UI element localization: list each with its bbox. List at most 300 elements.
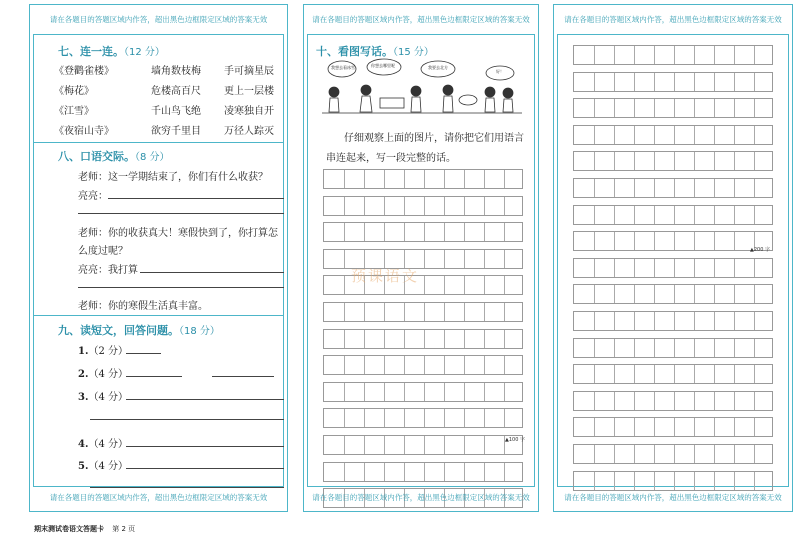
grid-cell[interactable] (594, 418, 595, 436)
grid-cell[interactable] (504, 170, 505, 188)
grid-cell[interactable] (404, 436, 405, 454)
grid-cell[interactable] (404, 197, 405, 215)
grid-cell[interactable] (424, 250, 425, 268)
grid-cell[interactable] (484, 170, 485, 188)
grid-cell[interactable] (614, 73, 615, 91)
grid-cell[interactable] (714, 365, 715, 383)
grid-cell[interactable] (594, 285, 595, 303)
grid-cell[interactable] (734, 152, 735, 170)
grid-cell[interactable] (734, 206, 735, 224)
grid-cell[interactable] (634, 46, 635, 64)
grid-cell[interactable] (614, 285, 615, 303)
grid-cell[interactable] (364, 223, 365, 241)
grid-cell[interactable] (444, 197, 445, 215)
grid-cell[interactable] (714, 418, 715, 436)
grid-cell[interactable] (364, 197, 365, 215)
grid-cell[interactable] (614, 206, 615, 224)
grid-cell[interactable] (504, 330, 505, 348)
grid-cell[interactable] (694, 392, 695, 410)
grid-cell[interactable] (734, 365, 735, 383)
grid-cell[interactable] (344, 197, 345, 215)
answer-line[interactable] (90, 487, 284, 488)
grid-cell[interactable] (594, 179, 595, 197)
grid-cell[interactable] (754, 152, 755, 170)
grid-cell[interactable] (634, 99, 635, 117)
poem-line: 凌寒独自开 (224, 106, 274, 117)
grid-cell[interactable] (464, 223, 465, 241)
answer-line[interactable] (126, 446, 284, 447)
grid-cell[interactable] (634, 206, 635, 224)
grid-cell[interactable] (504, 463, 505, 481)
grid-cell[interactable] (694, 232, 695, 250)
grid-cell[interactable] (484, 197, 485, 215)
grid-cell[interactable] (674, 99, 675, 117)
grid-cell[interactable] (444, 409, 445, 427)
grid-cell[interactable] (674, 418, 675, 436)
grid-row[interactable] (323, 355, 523, 375)
grid-cell[interactable] (614, 472, 615, 490)
grid-cell[interactable] (674, 232, 675, 250)
grid-cell[interactable] (694, 73, 695, 91)
grid-cell[interactable] (634, 152, 635, 170)
grid-cell[interactable] (344, 170, 345, 188)
grid-cell[interactable] (594, 99, 595, 117)
grid-cell[interactable] (504, 409, 505, 427)
grid-cell[interactable] (344, 250, 345, 268)
grid-cell[interactable] (404, 303, 405, 321)
grid-cell[interactable] (404, 463, 405, 481)
answer-line[interactable] (108, 198, 284, 199)
grid-cell[interactable] (754, 365, 755, 383)
grid-cell[interactable] (364, 356, 365, 374)
grid-cell[interactable] (654, 99, 655, 117)
answer-panel-middle (303, 4, 539, 512)
grid-row[interactable] (323, 222, 523, 242)
grid-cell[interactable] (464, 409, 465, 427)
grid-cell[interactable] (484, 330, 485, 348)
grid-cell[interactable] (654, 392, 655, 410)
grid-cell[interactable] (674, 179, 675, 197)
grid-cell[interactable] (754, 206, 755, 224)
grid-cell[interactable] (654, 285, 655, 303)
grid-cell[interactable] (654, 365, 655, 383)
grid-cell[interactable] (714, 472, 715, 490)
grid-cell[interactable] (714, 179, 715, 197)
grid-cell[interactable] (674, 259, 675, 277)
grid-row[interactable] (573, 125, 773, 145)
grid-cell[interactable] (344, 276, 345, 294)
grid-cell[interactable] (444, 223, 445, 241)
poem-title: 《夜宿山寺》 (54, 126, 114, 137)
grid-cell[interactable] (734, 445, 735, 463)
grid-cell[interactable] (364, 330, 365, 348)
grid-cell[interactable] (384, 409, 385, 427)
grid-cell[interactable] (654, 312, 655, 330)
grid-cell[interactable] (714, 99, 715, 117)
grid-cell[interactable] (694, 339, 695, 357)
grid-cell[interactable] (754, 392, 755, 410)
grid-cell[interactable] (654, 445, 655, 463)
grid-cell[interactable] (594, 365, 595, 383)
grid-cell[interactable] (674, 392, 675, 410)
grid-cell[interactable] (694, 126, 695, 144)
grid-cell[interactable] (484, 223, 485, 241)
grid-cell[interactable] (634, 339, 635, 357)
grid-cell[interactable] (734, 312, 735, 330)
grid-row[interactable] (323, 382, 523, 402)
grid-cell[interactable] (364, 303, 365, 321)
grid-row[interactable] (573, 178, 773, 198)
grid-row[interactable] (323, 169, 523, 189)
grid-cell[interactable] (384, 356, 385, 374)
grid-row[interactable] (573, 311, 773, 331)
grid-cell[interactable] (464, 383, 465, 401)
grid-cell[interactable] (384, 303, 385, 321)
grid-cell[interactable] (614, 418, 615, 436)
grid-cell[interactable] (504, 276, 505, 294)
answer-line[interactable] (212, 376, 274, 377)
grid-cell[interactable] (654, 259, 655, 277)
grid-cell[interactable] (504, 223, 505, 241)
grid-cell[interactable] (754, 259, 755, 277)
grid-cell[interactable] (464, 303, 465, 321)
grid-cell[interactable] (594, 392, 595, 410)
grid-cell[interactable] (694, 285, 695, 303)
grid-row[interactable] (573, 45, 773, 65)
grid-cell[interactable] (614, 339, 615, 357)
grid-row[interactable] (573, 98, 773, 118)
grid-cell[interactable] (654, 152, 655, 170)
grid-cell[interactable] (594, 472, 595, 490)
grid-cell[interactable] (654, 418, 655, 436)
grid-cell[interactable] (404, 356, 405, 374)
grid-row[interactable] (323, 196, 523, 216)
grid-cell[interactable] (594, 206, 595, 224)
grid-cell[interactable] (694, 312, 695, 330)
grid-cell[interactable] (754, 46, 755, 64)
grid-cell[interactable] (484, 463, 485, 481)
grid-cell[interactable] (734, 392, 735, 410)
grid-row[interactable] (573, 284, 773, 304)
grid-cell[interactable] (444, 356, 445, 374)
grid-cell[interactable] (654, 179, 655, 197)
grid-cell[interactable] (614, 365, 615, 383)
grid-cell[interactable] (594, 259, 595, 277)
grid-cell[interactable] (634, 232, 635, 250)
grid-cell[interactable] (714, 259, 715, 277)
answer-line[interactable] (140, 272, 284, 273)
grid-cell[interactable] (734, 179, 735, 197)
grid-cell[interactable] (444, 303, 445, 321)
grid-cell[interactable] (464, 436, 465, 454)
grid-cell[interactable] (634, 73, 635, 91)
grid-cell[interactable] (614, 232, 615, 250)
grid-cell[interactable] (674, 339, 675, 357)
grid-cell[interactable] (694, 259, 695, 277)
grid-cell[interactable] (614, 392, 615, 410)
grid-cell[interactable] (654, 232, 655, 250)
grid-cell[interactable] (654, 472, 655, 490)
answer-line[interactable] (126, 468, 284, 469)
grid-cell[interactable] (594, 445, 595, 463)
grid-cell[interactable] (634, 126, 635, 144)
grid-cell[interactable] (424, 197, 425, 215)
grid-cell[interactable] (344, 223, 345, 241)
grid-cell[interactable] (654, 46, 655, 64)
grid-cell[interactable] (694, 472, 695, 490)
grid-cell[interactable] (594, 73, 595, 91)
grid-cell[interactable] (614, 312, 615, 330)
grid-cell[interactable] (404, 223, 405, 241)
grid-cell[interactable] (424, 303, 425, 321)
grid-cell[interactable] (444, 436, 445, 454)
grid-cell[interactable] (694, 46, 695, 64)
grid-cell[interactable] (754, 418, 755, 436)
grid-cell[interactable] (594, 339, 595, 357)
grid-cell[interactable] (634, 259, 635, 277)
grid-cell[interactable] (424, 276, 425, 294)
answer-line[interactable] (126, 376, 182, 377)
grid-cell[interactable] (484, 303, 485, 321)
grid-cell[interactable] (734, 472, 735, 490)
grid-cell[interactable] (444, 276, 445, 294)
grid-cell[interactable] (384, 223, 385, 241)
grid-cell[interactable] (594, 312, 595, 330)
grid-cell[interactable] (634, 365, 635, 383)
grid-cell[interactable] (674, 126, 675, 144)
grid-cell[interactable] (714, 73, 715, 91)
speech-bubble-1: 我想去看冰雪 (331, 65, 355, 70)
grid-cell[interactable] (464, 330, 465, 348)
grid-cell[interactable] (504, 197, 505, 215)
grid-cell[interactable] (364, 409, 365, 427)
grid-cell[interactable] (484, 356, 485, 374)
grid-row[interactable] (573, 338, 773, 358)
grid-cell[interactable] (464, 197, 465, 215)
grid-cell[interactable] (694, 445, 695, 463)
grid-cell[interactable] (364, 463, 365, 481)
grid-cell[interactable] (714, 392, 715, 410)
grid-cell[interactable] (344, 463, 345, 481)
grid-cell[interactable] (714, 232, 715, 250)
grid-cell[interactable] (344, 409, 345, 427)
grid-cell[interactable] (424, 170, 425, 188)
grid-cell[interactable] (404, 170, 405, 188)
grid-cell[interactable] (384, 383, 385, 401)
dialogue-teacher-2-cont: 么度过呢？ (78, 246, 128, 257)
grid-cell[interactable] (754, 339, 755, 357)
grid-cell[interactable] (344, 303, 345, 321)
grid-cell[interactable] (484, 409, 485, 427)
grid-cell[interactable] (384, 463, 385, 481)
grid-cell[interactable] (464, 170, 465, 188)
grid-cell[interactable] (674, 445, 675, 463)
grid-cell[interactable] (614, 99, 615, 117)
grid-cell[interactable] (694, 179, 695, 197)
grid-row[interactable] (573, 151, 773, 171)
grid-cell[interactable] (754, 126, 755, 144)
grid-cell[interactable] (654, 206, 655, 224)
grid-cell[interactable] (714, 46, 715, 64)
grid-row[interactable] (573, 471, 773, 491)
grid-cell[interactable] (754, 312, 755, 330)
grid-cell[interactable] (634, 445, 635, 463)
grid-cell[interactable] (404, 383, 405, 401)
answer-line[interactable] (78, 287, 284, 288)
grid-cell[interactable] (674, 206, 675, 224)
grid-row[interactable] (573, 444, 773, 464)
answer-line[interactable] (126, 353, 161, 354)
grid-cell[interactable] (734, 285, 735, 303)
grid-row[interactable] (573, 391, 773, 411)
grid-cell[interactable] (614, 152, 615, 170)
grid-cell[interactable] (714, 126, 715, 144)
grid-cell[interactable] (734, 339, 735, 357)
grid-cell[interactable] (694, 152, 695, 170)
grid-cell[interactable] (424, 356, 425, 374)
grid-cell[interactable] (614, 46, 615, 64)
grid-cell[interactable] (674, 312, 675, 330)
grid-cell[interactable] (344, 383, 345, 401)
grid-cell[interactable] (384, 170, 385, 188)
grid-cell[interactable] (754, 445, 755, 463)
grid-cell[interactable] (614, 179, 615, 197)
grid-cell[interactable] (484, 250, 485, 268)
grid-cell[interactable] (594, 232, 595, 250)
grid-cell[interactable] (754, 73, 755, 91)
grid-cell[interactable] (444, 383, 445, 401)
grid-cell[interactable] (634, 179, 635, 197)
grid-row[interactable] (573, 205, 773, 225)
grid-cell[interactable] (674, 365, 675, 383)
grid-cell[interactable] (594, 126, 595, 144)
grid-cell[interactable] (734, 232, 735, 250)
grid-cell[interactable] (734, 73, 735, 91)
grid-cell[interactable] (614, 445, 615, 463)
grid-cell[interactable] (734, 418, 735, 436)
grid-cell[interactable] (754, 285, 755, 303)
grid-cell[interactable] (384, 436, 385, 454)
grid-row[interactable] (323, 408, 523, 428)
grid-cell[interactable] (754, 99, 755, 117)
grid-cell[interactable] (674, 472, 675, 490)
grid-row[interactable] (573, 364, 773, 384)
grid-cell[interactable] (694, 418, 695, 436)
grid-cell[interactable] (594, 152, 595, 170)
grid-cell[interactable] (364, 170, 365, 188)
dialogue-teacher-3: 老师：你的寒假生活真丰富。 (78, 301, 208, 312)
grid-cell[interactable] (674, 73, 675, 91)
grid-cell[interactable] (614, 259, 615, 277)
grid-cell[interactable] (484, 276, 485, 294)
grid-row[interactable] (323, 329, 523, 349)
grid-cell[interactable] (734, 259, 735, 277)
grid-row[interactable] (323, 302, 523, 322)
question-4 (78, 435, 128, 450)
grid-cell[interactable] (734, 126, 735, 144)
grid-cell[interactable] (714, 285, 715, 303)
grid-cell[interactable] (614, 126, 615, 144)
grid-cell[interactable] (504, 303, 505, 321)
grid-cell[interactable] (694, 206, 695, 224)
grid-cell[interactable] (714, 445, 715, 463)
grid-cell[interactable] (634, 472, 635, 490)
grid-cell[interactable] (444, 170, 445, 188)
grid-cell[interactable] (674, 152, 675, 170)
grid-cell[interactable] (594, 46, 595, 64)
grid-row[interactable] (573, 72, 773, 92)
grid-cell[interactable] (504, 250, 505, 268)
grid-cell[interactable] (694, 99, 695, 117)
grid-cell[interactable] (424, 383, 425, 401)
grid-cell[interactable] (424, 330, 425, 348)
grid-cell[interactable] (364, 383, 365, 401)
grid-cell[interactable] (464, 276, 465, 294)
grid-cell[interactable] (734, 99, 735, 117)
grid-cell[interactable] (754, 472, 755, 490)
grid-row[interactable] (323, 435, 523, 455)
grid-cell[interactable] (344, 330, 345, 348)
grid-cell[interactable] (424, 436, 425, 454)
grid-cell[interactable] (754, 179, 755, 197)
grid-cell[interactable] (424, 223, 425, 241)
grid-cell[interactable] (634, 312, 635, 330)
grid-cell[interactable] (364, 436, 365, 454)
grid-cell[interactable] (484, 383, 485, 401)
grid-cell[interactable] (634, 418, 635, 436)
grid-cell[interactable] (384, 197, 385, 215)
grid-cell[interactable] (464, 250, 465, 268)
grid-cell[interactable] (654, 73, 655, 91)
grid-cell[interactable] (504, 383, 505, 401)
grid-cell[interactable] (654, 126, 655, 144)
grid-row[interactable] (573, 258, 773, 278)
grid-cell[interactable] (464, 356, 465, 374)
grid-cell[interactable] (344, 436, 345, 454)
grid-cell[interactable] (424, 409, 425, 427)
grid-cell[interactable] (734, 46, 735, 64)
poem-line: 千山鸟飞绝 (151, 106, 201, 117)
grid-cell[interactable] (634, 392, 635, 410)
grid-cell[interactable] (714, 339, 715, 357)
grid-cell[interactable] (484, 436, 485, 454)
grid-cell[interactable] (674, 285, 675, 303)
grid-cell[interactable] (404, 330, 405, 348)
grid-cell[interactable] (404, 409, 405, 427)
answer-line[interactable] (90, 419, 284, 420)
grid-cell[interactable] (464, 463, 465, 481)
grid-cell[interactable] (384, 330, 385, 348)
grid-cell[interactable] (344, 356, 345, 374)
grid-cell[interactable] (424, 463, 425, 481)
grid-cell[interactable] (444, 250, 445, 268)
grid-cell[interactable] (654, 339, 655, 357)
grid-cell[interactable] (504, 356, 505, 374)
grid-cell[interactable] (694, 365, 695, 383)
grid-cell[interactable] (444, 330, 445, 348)
grid-cell[interactable] (714, 206, 715, 224)
grid-cell[interactable] (634, 285, 635, 303)
grid-cell[interactable] (714, 312, 715, 330)
answer-line[interactable] (126, 399, 284, 400)
grid-cell[interactable] (444, 463, 445, 481)
grid-row[interactable] (573, 417, 773, 437)
answer-line[interactable] (78, 213, 284, 214)
grid-cell[interactable] (714, 152, 715, 170)
grid-row[interactable] (573, 231, 773, 251)
grid-cell[interactable] (674, 46, 675, 64)
grid-row[interactable] (323, 462, 523, 482)
